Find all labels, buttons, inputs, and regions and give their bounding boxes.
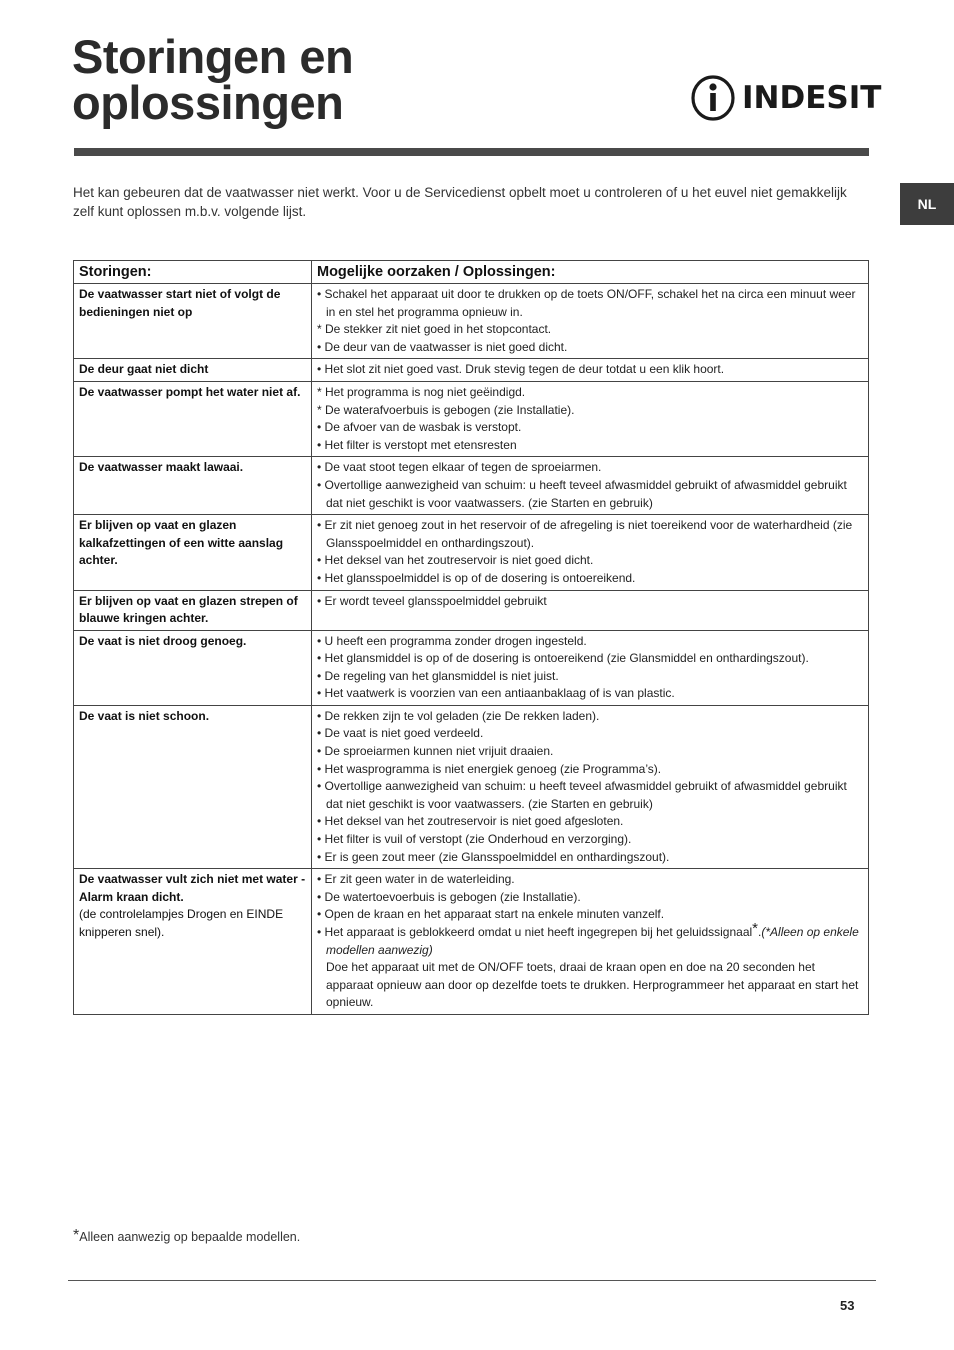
table-row xyxy=(74,359,869,382)
problem-text: De deur gaat niet dicht xyxy=(79,362,209,377)
brand-wordmark: INDESIT xyxy=(742,79,882,116)
solution-item: • Het deksel van het zoutreservoir is niet goed dicht. xyxy=(317,553,594,568)
solution-item: • Het glansmiddel is op of de dosering is ontoereikend (zie Glansmiddel en onthardingszout). xyxy=(317,651,809,666)
solution-item: • Er zit niet genoeg zout in het reservoir of de afregeling is niet toereikend voor de waterhardheid (zie Glansspoelmiddel en onthardingszout). xyxy=(317,518,853,550)
language-tab: NL xyxy=(900,183,954,225)
solution-cell xyxy=(312,705,869,868)
solution-item: • De rekken zijn te vol geladen (zie De rekken laden). xyxy=(317,708,600,723)
page-title-line-1: Storingen en xyxy=(72,30,354,83)
table-row xyxy=(74,381,869,456)
intro-paragraph: Het kan gebeuren dat de vaatwasser niet werkt. Voor u de Servicedienst opbelt moet u controleren of u het euvel niet gemakkelijk zelf kunt oplossen m.b.v. volgende lijst. xyxy=(73,185,847,219)
brand-i-emblem-icon xyxy=(690,74,736,122)
solution-item: • De sproeiarmen kunnen niet vrijuit draaien. xyxy=(317,744,554,759)
table-row xyxy=(74,630,869,705)
problem-text: De vaat is niet schoon. xyxy=(79,708,210,723)
solution-item: • Er wordt teveel glansspoelmiddel gebruikt xyxy=(317,593,547,608)
solution-item: • De deur van de vaatwasser is niet goed dicht. xyxy=(317,339,568,354)
problem-cell xyxy=(74,515,312,590)
solution-followup: Doe het apparaat uit met de ON/OFF toets, draai de kraan open en doe na 20 seconden het apparaat opnieuw aan door op dezelfde toets te drukken. Herprogrammeer het apparaat en start het opnieuw. xyxy=(326,960,859,1010)
footnote-star: * xyxy=(73,1227,80,1244)
table-row xyxy=(74,869,869,1015)
solution-item: • Het filter is verstopt met etensresten xyxy=(317,437,517,452)
troubleshooting-table xyxy=(73,260,869,1015)
problem-cell xyxy=(74,630,312,705)
solution-item: • Er is geen zout meer (zie Glansspoelmiddel en onthardingszout). xyxy=(317,849,670,864)
table-header-row xyxy=(74,261,869,284)
table-row xyxy=(74,705,869,868)
solution-item-note: (*Alleen op enkele modellen aanwezig) xyxy=(326,925,859,957)
problem-text: De vaat is niet droog genoeg. xyxy=(79,633,247,648)
solution-item: • De regeling van het glansmiddel is niet juist. xyxy=(317,668,559,683)
footnote-star-marker: * xyxy=(752,920,759,937)
solution-item: • De watertoevoerbuis is gebogen (zie Installatie). xyxy=(317,889,581,904)
page-number: 53 xyxy=(840,1298,855,1313)
solution-item-period: . xyxy=(758,925,762,939)
solution-item: • Open de kraan en het apparaat start na enkele minuten vanzelf. xyxy=(317,907,665,922)
solution-item: * Het programma is nog niet geëindigd. xyxy=(317,384,526,399)
solution-item: • De vaat stoot tegen elkaar of tegen de sproeiarmen. xyxy=(317,460,602,475)
footer-divider xyxy=(68,1280,876,1281)
solution-item-text: • Het apparaat is geblokkeerd omdat u niet heeft ingegrepen bij het geluidssignaal xyxy=(317,925,753,939)
problem-cell xyxy=(74,869,312,1015)
table-row xyxy=(74,457,869,515)
footnote xyxy=(73,1227,301,1244)
problem-text: De vaatwasser start niet of volgt de bedieningen niet op xyxy=(79,287,281,319)
problem-cell xyxy=(74,590,312,630)
problem-cell xyxy=(74,359,312,382)
page-title-line-2: oplossingen xyxy=(72,76,344,129)
problem-text: De vaatwasser maakt lawaai. xyxy=(79,460,244,475)
solution-item: • Het glansspoelmiddel is op of de dosering is ontoereikend. xyxy=(317,570,636,585)
problem-text: Er blijven op vaat en glazen kalkafzettingen of een witte aanslag achter. xyxy=(79,518,284,568)
column-header-solutions: Mogelijke oorzaken / Oplossingen: xyxy=(312,261,869,284)
problem-text: De vaatwasser pompt het water niet af. xyxy=(79,384,301,399)
column-header-problems: Storingen: xyxy=(74,261,312,284)
solution-cell xyxy=(312,359,869,382)
problem-cell xyxy=(74,705,312,868)
footnote-text: Alleen aanwezig op bepaalde modellen. xyxy=(79,1230,301,1244)
solution-item: • Het deksel van het zoutreservoir is niet goed afgesloten. xyxy=(317,814,624,829)
solution-cell xyxy=(312,630,869,705)
header-divider xyxy=(74,148,869,156)
solution-item: • De vaat is niet goed verdeeld. xyxy=(317,726,484,741)
solution-cell xyxy=(312,284,869,359)
page-title xyxy=(72,30,354,129)
solution-item: * De waterafvoerbuis is gebogen (zie Installatie). xyxy=(317,402,575,417)
solution-item: • Schakel het apparaat uit door te drukken op de toets ON/OFF, schakel het na circa een minuut weer in en stel het programma opnieuw in. xyxy=(317,287,856,319)
solution-item: • Het wasprogramma is niet energiek genoeg (zie Programma’s). xyxy=(317,761,662,776)
solution-cell xyxy=(312,457,869,515)
table-row xyxy=(74,284,869,359)
problem-cell xyxy=(74,284,312,359)
brand-logo xyxy=(690,74,881,122)
solution-item: • Overtollige aanwezigheid van schuim: u heeft teveel afwasmiddel gebruikt of afwasmiddel gebruikt dat niet geschikt is voor vaatwassers. (zie Starten en gebruik) xyxy=(317,779,847,811)
solution-cell xyxy=(312,515,869,590)
problem-note: (de controlelampjes Drogen en EINDE knipperen snel). xyxy=(79,907,284,939)
table-row xyxy=(74,515,869,590)
problem-text: De vaatwasser vult zich niet met water - Alarm kraan dicht. xyxy=(79,872,306,904)
solution-item: * De stekker zit niet goed in het stopcontact. xyxy=(317,322,552,337)
solution-item: • Het slot zit niet goed vast. Druk stevig tegen de deur totdat u een klik hoort. xyxy=(317,362,725,377)
solution-cell xyxy=(312,590,869,630)
solution-item: • U heeft een programma zonder drogen ingesteld. xyxy=(317,633,587,648)
solution-item: • Het filter is vuil of verstopt (zie Onderhoud en verzorging). xyxy=(317,832,632,847)
solution-item: • De afvoer van de wasbak is verstopt. xyxy=(317,420,522,435)
table-row xyxy=(74,590,869,630)
problem-cell xyxy=(74,381,312,456)
solution-item xyxy=(317,920,863,959)
solution-cell xyxy=(312,381,869,456)
solution-item: • Het vaatwerk is voorzien van een antiaanbaklaag of is van plastic. xyxy=(317,686,675,701)
solution-item: • Overtollige aanwezigheid van schuim: u heeft teveel afwasmiddel gebruikt of afwasmiddel gebruikt dat niet geschikt is voor vaatwassers. (zie Starten en gebruik) xyxy=(317,477,847,510)
solution-cell xyxy=(312,869,869,1015)
solution-item: • Er zit geen water in de waterleiding. xyxy=(317,872,515,887)
problem-text: Er blijven op vaat en glazen strepen of blauwe kringen achter. xyxy=(79,593,298,625)
problem-cell xyxy=(74,457,312,515)
